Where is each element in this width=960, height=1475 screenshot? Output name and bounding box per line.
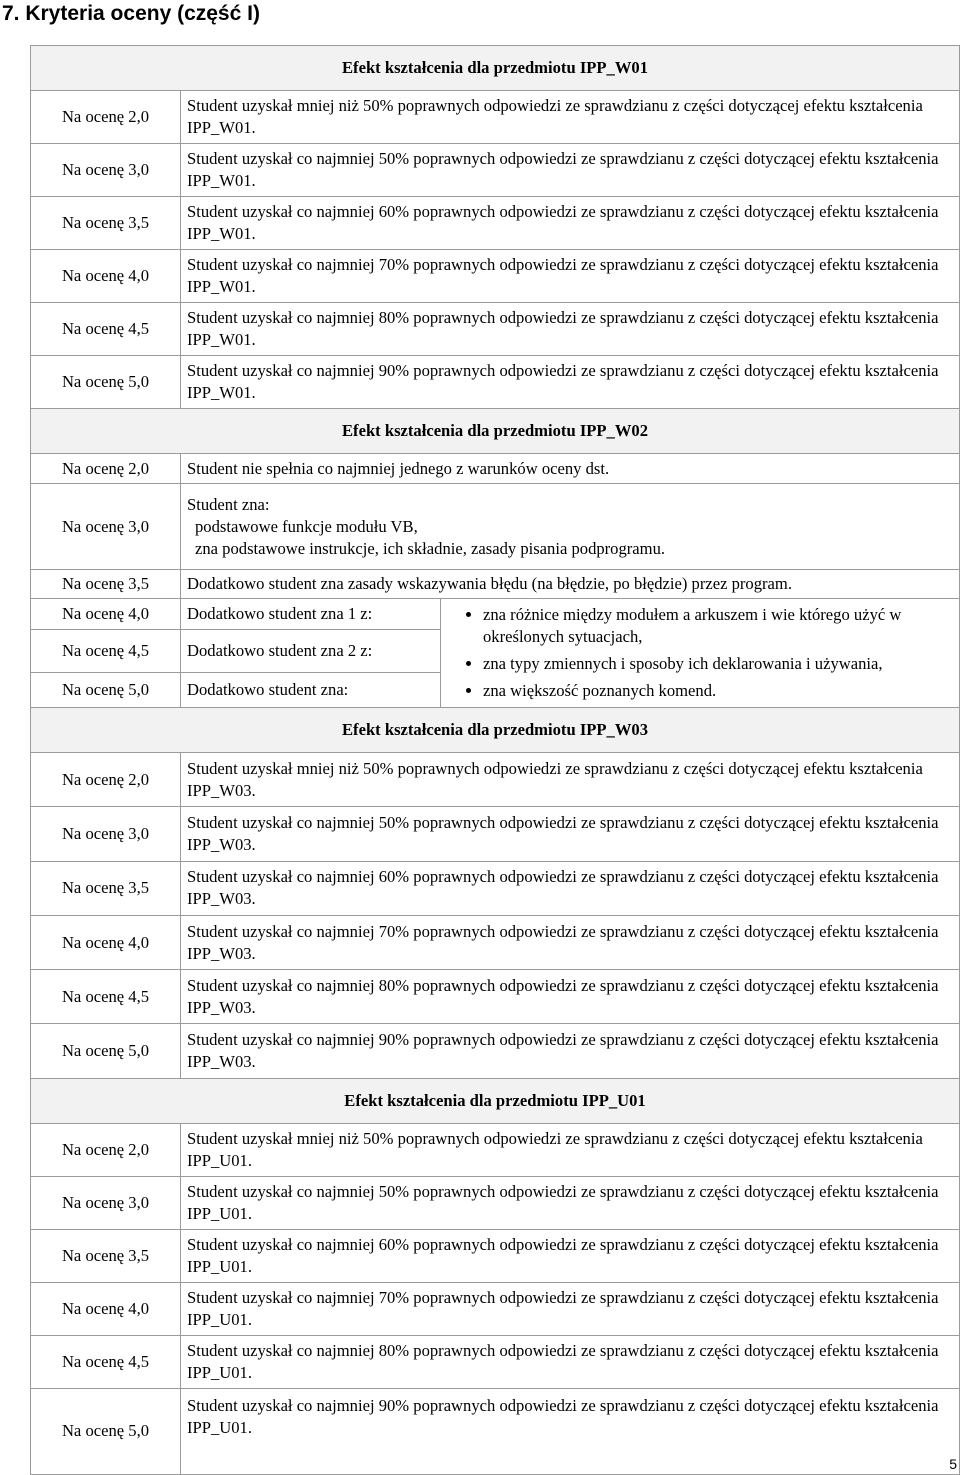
table-row xyxy=(31,1176,960,1229)
criterion-text: Student uzyskał co najmniej 50% poprawnych odpowiedzi ze sprawdzianu z części dotyczącej efektu kształcenia IPP_U01. xyxy=(181,1176,960,1229)
table-row xyxy=(31,303,960,356)
grade-label: Na ocenę 3,0 xyxy=(31,144,181,197)
table-row xyxy=(31,454,960,484)
grade-label: Na ocenę 5,0 xyxy=(31,1388,181,1474)
table-row xyxy=(31,1282,960,1335)
table-row xyxy=(31,861,960,915)
grade-label: Na ocenę 2,0 xyxy=(31,91,181,144)
table-row xyxy=(31,1335,960,1388)
grade-label: Na ocenę 3,5 xyxy=(31,861,181,915)
list-item: zna podstawowe instrukcje, ich składnie, zasady pisania podprogramu. xyxy=(195,538,666,558)
grade-label: Na ocenę 5,0 xyxy=(31,672,181,707)
table-row xyxy=(31,1123,960,1176)
effect-title-w01: Efekt kształcenia dla przedmiotu IPP_W01 xyxy=(31,46,960,91)
grade-label: Na ocenę 3,5 xyxy=(31,570,181,599)
effect-title-w03: Efekt kształcenia dla przedmiotu IPP_W03 xyxy=(31,708,960,753)
criterion-text: Dodatkowo student zna 1 z: xyxy=(181,599,441,630)
criterion-text: Student uzyskał co najmniej 90% poprawnych odpowiedzi ze sprawdzianu z części dotyczącej efektu kształcenia IPP_W01. xyxy=(181,356,960,409)
grade-label: Na ocenę 5,0 xyxy=(31,356,181,409)
grade-label: Na ocenę 3,0 xyxy=(31,1176,181,1229)
criterion-text: Student uzyskał co najmniej 90% poprawnych odpowiedzi ze sprawdzianu z części dotyczącej efektu kształcenia IPP_U01. xyxy=(181,1388,960,1474)
option-list xyxy=(447,604,953,702)
table-row xyxy=(31,91,960,144)
section-heading: 7. Kryteria oceny (część I) xyxy=(2,2,260,25)
effect-header-row xyxy=(31,1078,960,1123)
grade-label: Na ocenę 3,0 xyxy=(31,484,181,570)
criterion-text: Student uzyskał co najmniej 50% poprawnych odpowiedzi ze sprawdzianu z części dotyczącej efektu kształcenia IPP_W01. xyxy=(181,144,960,197)
criterion-text: Student uzyskał mniej niż 50% poprawnych odpowiedzi ze sprawdzianu z części dotyczącej efektu kształcenia IPP_W01. xyxy=(181,91,960,144)
criterion-text: Student uzyskał co najmniej 80% poprawnych odpowiedzi ze sprawdzianu z części dotyczącej efektu kształcenia IPP_W01. xyxy=(181,303,960,356)
criterion-text: Student uzyskał co najmniej 70% poprawnych odpowiedzi ze sprawdzianu z części dotyczącej efektu kształcenia IPP_U01. xyxy=(181,1282,960,1335)
requirement-list xyxy=(187,516,953,560)
table-row xyxy=(31,250,960,303)
grade-label: Na ocenę 4,5 xyxy=(31,303,181,356)
page-number: 5 xyxy=(949,1456,957,1472)
table-row xyxy=(31,599,960,630)
grade-label: Na ocenę 4,0 xyxy=(31,1282,181,1335)
table-row xyxy=(31,1388,960,1474)
grade-label: Na ocenę 4,5 xyxy=(31,630,181,672)
criterion-cell xyxy=(181,484,960,570)
criterion-text: Student uzyskał co najmniej 90% poprawnych odpowiedzi ze sprawdzianu z części dotyczącej efektu kształcenia IPP_W03. xyxy=(181,1024,960,1078)
table-row xyxy=(31,356,960,409)
grade-label: Na ocenę 4,0 xyxy=(31,599,181,630)
criteria-table xyxy=(30,45,960,1475)
table-row xyxy=(31,484,960,570)
table-row xyxy=(31,144,960,197)
criterion-text: Student uzyskał co najmniej 70% poprawnych odpowiedzi ze sprawdzianu z części dotyczącej efektu kształcenia IPP_W03. xyxy=(181,915,960,969)
list-item: • zna typy zmiennych i sposoby ich deklarowania i używania, xyxy=(483,653,953,675)
table-row xyxy=(31,1229,960,1282)
grade-label: Na ocenę 3,5 xyxy=(31,197,181,250)
criterion-text: Dodatkowo student zna zasady wskazywania błędu (na błędzie, po błędzie) przez program. xyxy=(181,570,960,599)
grade-label: Na ocenę 4,5 xyxy=(31,1335,181,1388)
grade-label: Na ocenę 4,0 xyxy=(31,915,181,969)
effect-header-row xyxy=(31,708,960,753)
table-row xyxy=(31,807,960,861)
criterion-text: Student uzyskał co najmniej 60% poprawnych odpowiedzi ze sprawdzianu z części dotyczącej efektu kształcenia IPP_W03. xyxy=(181,861,960,915)
effect-header-row xyxy=(31,409,960,454)
grade-label: Na ocenę 5,0 xyxy=(31,1024,181,1078)
grade-label: Na ocenę 2,0 xyxy=(31,753,181,807)
criterion-text: Student uzyskał co najmniej 50% poprawnych odpowiedzi ze sprawdzianu z części dotyczącej efektu kształcenia IPP_W03. xyxy=(181,807,960,861)
grade-label: Na ocenę 4,5 xyxy=(31,970,181,1024)
grade-label: Na ocenę 3,0 xyxy=(31,807,181,861)
criterion-text: Student nie spełnia co najmniej jednego z warunków oceny dst. xyxy=(181,454,960,484)
table-row xyxy=(31,915,960,969)
table-row xyxy=(31,570,960,599)
criterion-text: Student uzyskał mniej niż 50% poprawnych odpowiedzi ze sprawdzianu z części dotyczącej efektu kształcenia IPP_U01. xyxy=(181,1123,960,1176)
effect-header-row xyxy=(31,46,960,91)
criterion-text: Dodatkowo student zna 2 z: xyxy=(181,630,441,672)
list-item: • zna większość poznanych komend. xyxy=(483,680,953,702)
table-row xyxy=(31,197,960,250)
effect-title-w02: Efekt kształcenia dla przedmiotu IPP_W02 xyxy=(31,409,960,454)
grade-label: Na ocenę 2,0 xyxy=(31,454,181,484)
criterion-text: Student uzyskał co najmniej 70% poprawnych odpowiedzi ze sprawdzianu z części dotyczącej efektu kształcenia IPP_W01. xyxy=(181,250,960,303)
table-row xyxy=(31,753,960,807)
criterion-text: Student uzyskał co najmniej 60% poprawnych odpowiedzi ze sprawdzianu z części dotyczącej efektu kształcenia IPP_U01. xyxy=(181,1229,960,1282)
grade-label: Na ocenę 3,5 xyxy=(31,1229,181,1282)
table-row xyxy=(31,1024,960,1078)
criterion-options-cell xyxy=(441,599,960,708)
grade-label: Na ocenę 2,0 xyxy=(31,1123,181,1176)
criterion-intro: Student zna: xyxy=(187,494,270,514)
list-item: • zna różnice między modułem a arkuszem i wie którego użyć w określonych sytuacjach, xyxy=(483,604,953,648)
criterion-text: Student uzyskał mniej niż 50% poprawnych odpowiedzi ze sprawdzianu z części dotyczącej efektu kształcenia IPP_W03. xyxy=(181,753,960,807)
grade-label: Na ocenę 4,0 xyxy=(31,250,181,303)
table-row xyxy=(31,970,960,1024)
criterion-text: Student uzyskał co najmniej 80% poprawnych odpowiedzi ze sprawdzianu z części dotyczącej efektu kształcenia IPP_U01. xyxy=(181,1335,960,1388)
criterion-text: Dodatkowo student zna: xyxy=(181,672,441,707)
effect-title-u01: Efekt kształcenia dla przedmiotu IPP_U01 xyxy=(31,1078,960,1123)
criterion-text: Student uzyskał co najmniej 80% poprawnych odpowiedzi ze sprawdzianu z części dotyczącej efektu kształcenia IPP_W03. xyxy=(181,970,960,1024)
criterion-text: Student uzyskał co najmniej 60% poprawnych odpowiedzi ze sprawdzianu z części dotyczącej efektu kształcenia IPP_W01. xyxy=(181,197,960,250)
list-item: podstawowe funkcje modułu VB, xyxy=(195,516,418,536)
